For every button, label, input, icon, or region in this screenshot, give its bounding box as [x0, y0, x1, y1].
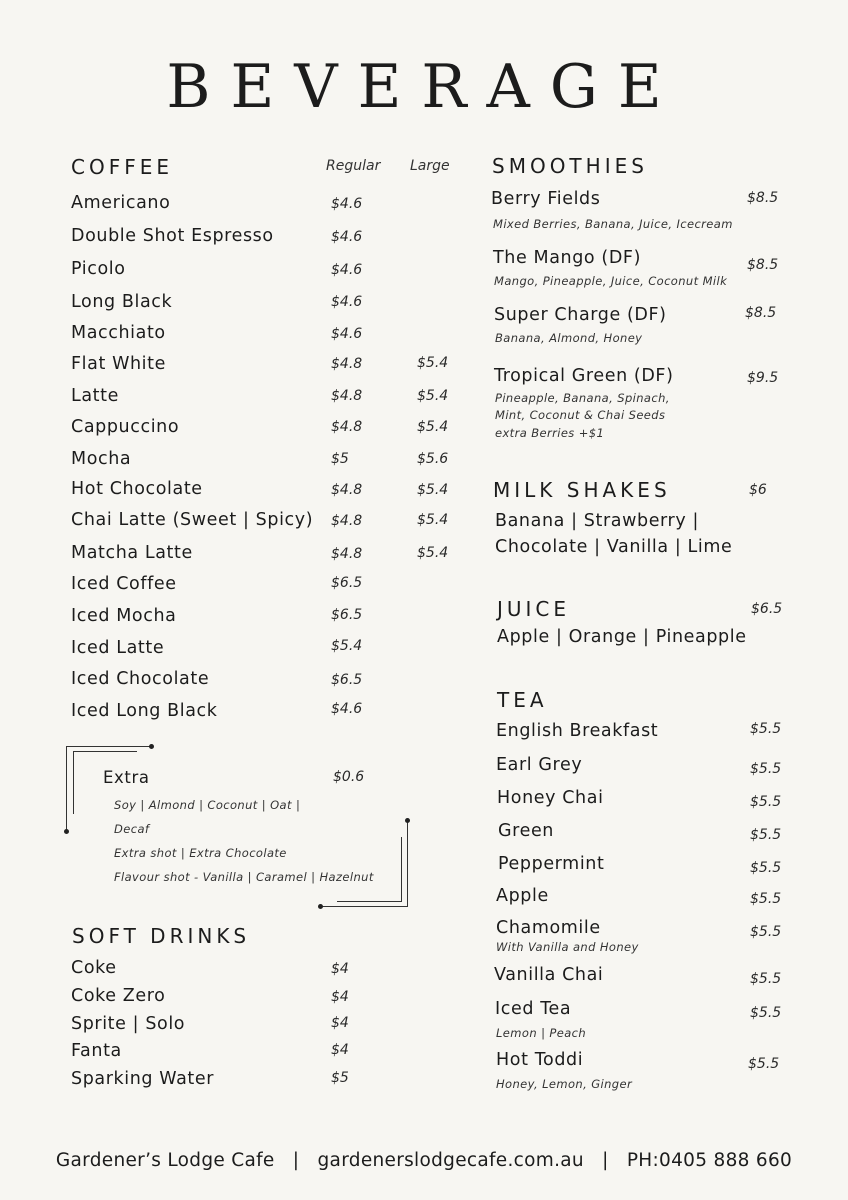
tea-price: $5.5	[750, 924, 782, 940]
coffee-item-name: Macchiato	[71, 323, 166, 343]
coffee-item-regular-price: $5	[331, 451, 349, 467]
footer-separator: |	[292, 1150, 300, 1171]
juice-price: $6.5	[751, 601, 783, 617]
coffee-item-regular-price: $4.6	[331, 262, 363, 278]
coffee-item-large-price: $5.6	[417, 451, 449, 467]
smoothie-description: Mixed Berries, Banana, Juice, Icecream	[493, 217, 733, 231]
tea-description: Lemon | Peach	[496, 1026, 587, 1040]
milk-shakes-flavours: Chocolate | Vanilla | Lime	[495, 537, 733, 557]
extra-option-line: Extra shot | Extra Chocolate	[114, 846, 287, 860]
tea-price: $5.5	[750, 1005, 782, 1021]
bracket-line	[66, 746, 67, 832]
coffee-item-name: Flat White	[71, 354, 166, 374]
bracket-line	[73, 751, 74, 814]
coffee-item-name: Double Shot Espresso	[71, 226, 274, 246]
website-link[interactable]: gardenerslodgecafe.com.au	[317, 1150, 584, 1171]
extra-option-line: Soy | Almond | Coconut | Oat |	[114, 798, 301, 812]
coffee-item-regular-price: $4.6	[331, 196, 363, 212]
tea-name: Iced Tea	[495, 999, 572, 1019]
bracket-line	[320, 906, 408, 907]
extra-price: $0.6	[333, 769, 365, 785]
coffee-item-name: Picolo	[71, 259, 126, 279]
coffee-item-name: Iced Long Black	[71, 701, 218, 721]
bracket-dot	[149, 744, 154, 749]
coffee-item-regular-price: $4.8	[331, 419, 363, 435]
soft-drink-name: Sprite | Solo	[71, 1014, 186, 1034]
tea-name: Earl Grey	[496, 755, 583, 775]
tea-name: Chamomile	[496, 918, 601, 938]
tea-name: Apple	[496, 886, 549, 906]
coffee-item-regular-price: $4.6	[331, 294, 363, 310]
coffee-item-name: Matcha Latte	[71, 543, 193, 563]
bracket-line	[66, 746, 152, 747]
smoothie-name: Super Charge (DF)	[494, 305, 667, 325]
smoothie-price: $8.5	[747, 257, 779, 273]
tea-name: English Breakfast	[496, 721, 659, 741]
smoothie-price: $8.5	[745, 305, 777, 321]
coffee-item-regular-price: $4.6	[331, 701, 363, 717]
smoothie-description: extra Berries +$1	[495, 426, 605, 440]
footer-separator: |	[602, 1150, 609, 1171]
coffee-item-name: Iced Latte	[71, 638, 165, 658]
soft-drink-price: $4	[331, 961, 349, 977]
soft-drink-price: $5	[331, 1070, 349, 1086]
extra-option-line: Decaf	[114, 822, 150, 836]
bracket-line	[401, 837, 402, 901]
soft-drink-name: Coke Zero	[71, 986, 166, 1006]
milk-shakes-price: $6	[749, 482, 767, 498]
tea-name: Honey Chai	[497, 788, 604, 808]
coffee-item-large-price: $5.4	[417, 419, 449, 435]
coffee-item-regular-price: $6.5	[331, 575, 363, 591]
tea-description: Honey, Lemon, Ginger	[496, 1077, 633, 1091]
tea-heading: TEA	[497, 688, 548, 712]
bracket-dot	[405, 818, 410, 823]
coffee-heading: COFFEE	[71, 155, 173, 179]
bracket-dot	[64, 829, 69, 834]
coffee-item-regular-price: $5.4	[331, 638, 363, 654]
coffee-item-regular-price: $4.6	[331, 229, 363, 245]
coffee-item-name: Americano	[71, 193, 171, 213]
coffee-item-regular-price: $4.8	[331, 513, 363, 529]
smoothie-description: Pineapple, Banana, Spinach,	[495, 391, 670, 405]
smoothie-name: Tropical Green (DF)	[494, 366, 674, 386]
coffee-item-name: Hot Chocolate	[71, 479, 203, 499]
tea-price: $5.5	[750, 721, 782, 737]
smoothie-description: Banana, Almond, Honey	[495, 331, 643, 345]
soft-drink-name: Coke	[71, 958, 117, 978]
coffee-item-large-price: $5.4	[417, 355, 449, 371]
smoothie-description: Mango, Pineapple, Juice, Coconut Milk	[494, 274, 728, 288]
large-column-header: Large	[410, 158, 450, 174]
bracket-dot	[318, 904, 323, 909]
soft-drink-name: Sparking Water	[71, 1069, 215, 1089]
juice-heading: JUICE	[497, 597, 571, 621]
juice-flavours: Apple | Orange | Pineapple	[497, 627, 747, 647]
milk-shakes-flavours: Banana | Strawberry |	[495, 511, 699, 531]
coffee-item-name: Iced Chocolate	[71, 669, 210, 689]
bracket-line	[73, 751, 137, 752]
coffee-item-regular-price: $4.8	[331, 388, 363, 404]
tea-price: $5.5	[748, 1056, 780, 1072]
coffee-item-regular-price: $4.6	[331, 326, 363, 342]
tea-name: Vanilla Chai	[494, 965, 604, 985]
cafe-name: Gardener’s Lodge Cafe	[55, 1150, 275, 1171]
regular-column-header: Regular	[326, 158, 381, 174]
tea-name: Peppermint	[498, 854, 605, 874]
soft-drink-price: $4	[331, 989, 349, 1005]
smoothie-name: Berry Fields	[491, 189, 601, 209]
coffee-item-regular-price: $6.5	[331, 607, 363, 623]
tea-price: $5.5	[750, 860, 782, 876]
soft-drink-name: Fanta	[71, 1041, 122, 1061]
coffee-item-name: Cappuccino	[71, 417, 180, 437]
coffee-item-large-price: $5.4	[417, 545, 449, 561]
extra-label: Extra	[103, 768, 150, 787]
tea-description: With Vanilla and Honey	[496, 940, 639, 954]
coffee-item-name: Iced Coffee	[71, 574, 177, 594]
tea-price: $5.5	[750, 891, 782, 907]
soft-drink-price: $4	[331, 1042, 349, 1058]
tea-name: Hot Toddi	[496, 1050, 584, 1070]
footer	[0, 1150, 848, 1171]
coffee-item-large-price: $5.4	[417, 482, 449, 498]
coffee-item-name: Latte	[71, 386, 119, 406]
coffee-item-name: Mocha	[71, 449, 132, 469]
smoothie-price: $8.5	[747, 190, 779, 206]
coffee-item-regular-price: $4.8	[331, 482, 363, 498]
coffee-item-regular-price: $6.5	[331, 672, 363, 688]
page-title: BEVERAGE	[166, 52, 682, 122]
coffee-item-name: Chai Latte (Sweet | Spicy)	[71, 510, 314, 530]
tea-price: $5.5	[750, 794, 782, 810]
smoothie-price: $9.5	[747, 370, 779, 386]
tea-name: Green	[498, 821, 554, 841]
bracket-line	[337, 901, 402, 902]
coffee-item-large-price: $5.4	[417, 512, 449, 528]
soft-drinks-heading: SOFT DRINKS	[72, 924, 251, 948]
milk-shakes-heading: MILK SHAKES	[493, 478, 671, 502]
extra-option-line: Flavour shot - Vanilla | Caramel | Hazelnut	[114, 870, 374, 884]
bracket-line	[407, 820, 408, 907]
coffee-item-regular-price: $4.8	[331, 356, 363, 372]
smoothie-description: Mint, Coconut & Chai Seeds	[495, 408, 666, 422]
coffee-item-regular-price: $4.8	[331, 546, 363, 562]
smoothie-name: The Mango (DF)	[493, 248, 641, 268]
phone-number[interactable]: PH:0405 888 660	[626, 1150, 793, 1171]
coffee-item-large-price: $5.4	[417, 388, 449, 404]
coffee-item-name: Iced Mocha	[71, 606, 177, 626]
soft-drink-price: $4	[331, 1015, 349, 1031]
tea-price: $5.5	[750, 971, 782, 987]
smoothies-heading: SMOOTHIES	[492, 154, 648, 178]
coffee-item-name: Long Black	[71, 292, 173, 312]
tea-price: $5.5	[750, 761, 782, 777]
tea-price: $5.5	[750, 827, 782, 843]
